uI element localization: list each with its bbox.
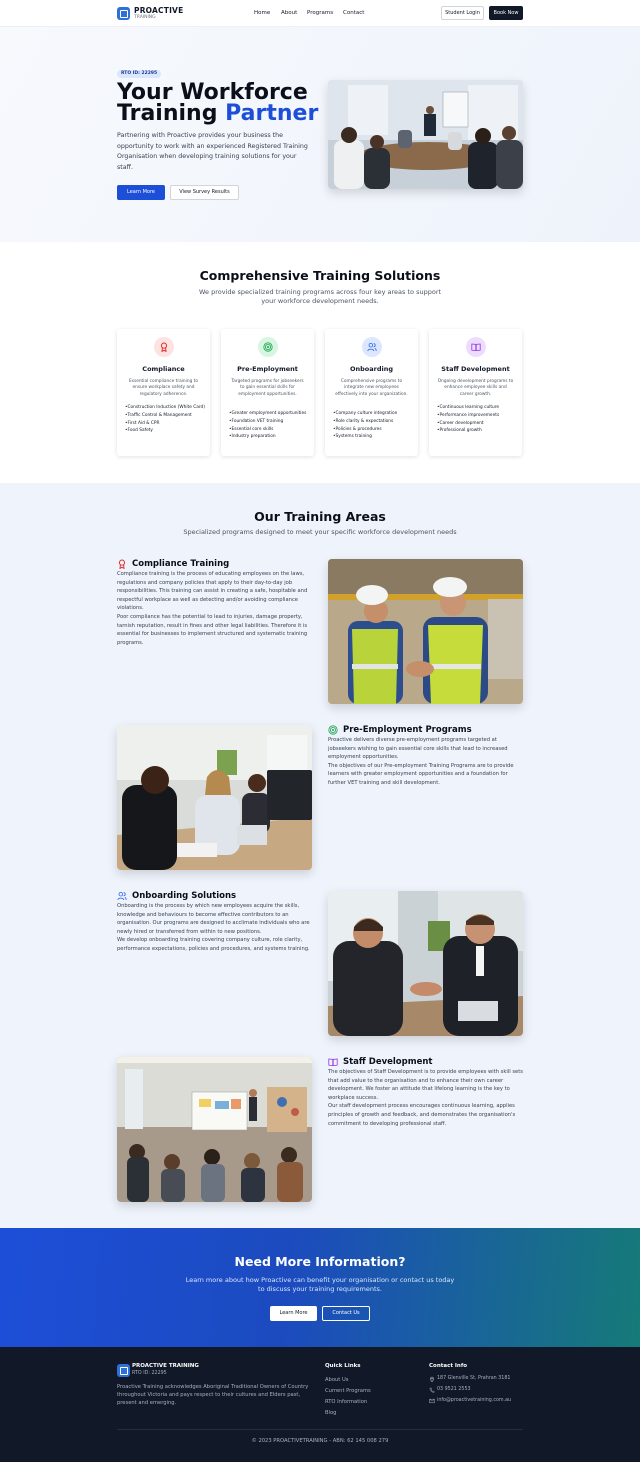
nav-link-programs[interactable]: Programs	[307, 10, 334, 16]
card-list-item: • Foundation VET training	[229, 418, 309, 426]
solutions-subtitle-line2: your workforce development needs.	[261, 297, 379, 305]
rto-badge: RTO ID: 22295	[117, 70, 161, 78]
cta-text-line2: to discuss your training requirements.	[258, 1285, 382, 1293]
hero-title-accent: Partner	[225, 101, 319, 126]
book-icon	[466, 337, 486, 357]
area-text-pre-employment: Proactive delivers diverse pre-employment programs targeted at jobseekers wishing to gain essential core skills that lead to increased employment opportunities. The objectives of our Pre-employment Training Programs are to provide learners with greater employment opportunities and a foundation for further VET training and skill development.	[328, 737, 514, 786]
hero-title-word: Training	[117, 101, 218, 126]
area-title-staff-development: Staff Development	[343, 1057, 433, 1067]
cta-text-line1: Learn more about how Proactive can benefit your organisation or contact us today	[185, 1276, 455, 1284]
quick-links-title: Quick Links	[325, 1363, 361, 1369]
phone-icon	[429, 1387, 435, 1393]
solutions-subtitle-line1: We provide specialized training programs across four key areas to support	[198, 288, 442, 296]
book-now-button[interactable]: Book Now	[489, 6, 523, 20]
hero-title-line1: Your Workforce	[117, 80, 308, 105]
footer-copyright: © 2023 PROACTIVETRAINING - ABN: 62 145 008 279	[251, 1438, 389, 1444]
logo-icon[interactable]	[117, 7, 130, 20]
award-icon	[117, 559, 127, 569]
map-pin-icon	[429, 1376, 435, 1382]
card-list-item: • Industry preparation	[229, 433, 309, 441]
view-survey-button[interactable]: View Survey Results	[170, 185, 239, 200]
card-staff-development	[429, 329, 522, 456]
card-list-item: • Essential core skills	[229, 426, 309, 434]
card-desc: Ongoing development programs to enhance employee skills and career growth.	[437, 379, 514, 397]
cta-learn-more-button[interactable]: Learn More	[270, 1306, 317, 1321]
footer-rto: RTO ID: 22295	[132, 1371, 167, 1376]
card-list-item: • Performance improvements	[437, 412, 517, 420]
card-desc: Comprehensive programs to integrate new employees effectively into your organization.	[335, 379, 408, 397]
area-text-onboarding: Onboarding is the process by which new employees acquire the skills, knowledge and behaviours to become effective contributors to an organisation. Our programs are designed to acclimate individuals who are newly hired or transferred from within to new positions. We develop onboarding training covering company culture, role clarity, performance expectations, policies and procedures, and systems training.	[117, 903, 310, 952]
area-title-pre-employment: Pre-Employment Programs	[343, 725, 472, 735]
card-compliance	[117, 329, 210, 456]
users-icon	[117, 891, 127, 901]
card-pre-employment	[221, 329, 314, 456]
card-list-item: • Systems training	[333, 433, 413, 441]
hero-title-line2	[117, 103, 318, 125]
card-list-item: • Role clarity & expectations	[333, 418, 413, 426]
hero-meeting-photo	[328, 80, 523, 189]
card-desc: Essential compliance training to ensure workplace safety and regulatory adherence.	[129, 379, 198, 397]
staff-development-photo	[117, 1057, 312, 1202]
card-list	[125, 404, 205, 435]
footer-email[interactable]: info@proactivetraining.com.au	[437, 1398, 512, 1403]
hero-section	[0, 27, 640, 242]
hero-learn-more-button[interactable]: Learn More	[117, 185, 165, 200]
brand-sub: TRAINING	[134, 15, 156, 20]
footer-phone[interactable]: 03 9521 2553	[437, 1387, 471, 1392]
areas-title: Our Training Areas	[254, 509, 386, 524]
footer-divider	[117, 1429, 523, 1430]
footer-link-rto[interactable]: RTO Information	[325, 1399, 368, 1405]
compliance-photo	[328, 559, 523, 704]
card-title: Pre-Employment	[237, 365, 298, 373]
footer-acknowledgement: Proactive Training acknowledges Aboriginal Traditional Owners of Country throughout Victoria and pays respect to their cultures and Elders past, present and emerging.	[117, 1384, 309, 1407]
hero-description: Partnering with Proactive provides your business the opportunity to work with an experienced Registered Training Organisation when developing training solutions for your staff.	[117, 132, 308, 171]
mail-icon	[429, 1398, 435, 1404]
footer	[0, 1347, 640, 1462]
contact-info-title: Contact Info	[429, 1363, 468, 1369]
card-list-item: • Greater employment opportunities	[229, 410, 309, 418]
award-icon	[154, 337, 174, 357]
target-icon	[258, 337, 278, 357]
card-list-item: • Career development	[437, 420, 517, 428]
area-title-onboarding: Onboarding Solutions	[132, 891, 237, 901]
footer-address: 187 Glenville St, Prahran 3181	[437, 1376, 511, 1381]
card-list-item: • Company culture integration	[333, 410, 413, 418]
nav-link-contact[interactable]: Contact	[343, 10, 365, 16]
card-desc: Targeted programs for jobseekers to gain essential skills for employment opportunities.	[231, 379, 304, 397]
nav-link-home[interactable]: Home	[254, 10, 271, 16]
onboarding-photo	[328, 891, 523, 1036]
card-list-item: • Policies & procedures	[333, 426, 413, 434]
card-onboarding	[325, 329, 418, 456]
solutions-title: Comprehensive Training Solutions	[199, 268, 441, 283]
card-title: Onboarding	[349, 365, 394, 373]
area-text-staff-development: The objectives of Staff Development is to provide employees with skill sets that add value to the organisation and to enhance their own career development. We foster an attitude that lifelong learning is the key to workplace success. Our staff development process encourages continuous learning, applies principles of growth and feedback, and demonstrates the organisation's commitment to developing professional staff.	[328, 1069, 523, 1127]
footer-link-programs[interactable]: Current Programs	[325, 1388, 371, 1394]
footer-logo-icon[interactable]	[117, 1364, 130, 1377]
card-list	[437, 404, 517, 435]
footer-link-blog[interactable]: Blog	[325, 1410, 337, 1416]
card-list-item: • Food Safety	[125, 427, 205, 435]
card-list	[333, 410, 413, 441]
area-title-compliance: Compliance Training	[132, 559, 230, 569]
student-login-button[interactable]: Student Login	[441, 6, 484, 20]
area-text-compliance: Compliance training is the process of educating employees on the laws, regulations and company policies that apply to their day-to-day job responsibilities. This training can assist in creating a safe, hospitable and respectful workplace as well as detecting and/or avoiding compliance violations. Poor compliance has the potential to lead to injuries, damage property, tarnish reputation, result in fines and other legal liabilities. Therefore it is essential for businesses to implement structured and systematic training programs.	[117, 571, 308, 646]
top-nav	[0, 0, 640, 27]
brand-name[interactable]: PROACTIVE	[134, 6, 184, 15]
cta-contact-button[interactable]: Contact Us	[322, 1306, 370, 1321]
nav-link-about[interactable]: About	[281, 10, 298, 16]
card-list	[229, 410, 309, 441]
training-areas-section	[0, 483, 640, 1228]
cta-title: Need More Information?	[234, 1254, 406, 1269]
card-list-item: • First Aid & CPR	[125, 420, 205, 428]
card-list-item: • Construction Induction (White Card)	[125, 404, 205, 412]
footer-brand: PROACTIVE TRAINING	[132, 1363, 199, 1369]
pre-employment-photo	[117, 725, 312, 870]
card-list-item: • Continuous learning culture	[437, 404, 517, 412]
users-icon	[362, 337, 382, 357]
areas-subtitle: Specialized programs designed to meet your specific workforce development needs	[183, 528, 457, 536]
footer-link-about[interactable]: About Us	[325, 1377, 349, 1383]
card-list-item: • Traffic Control & Management	[125, 412, 205, 420]
card-title: Staff Development	[441, 365, 510, 373]
card-title: Compliance	[142, 365, 185, 373]
book-icon	[328, 1057, 338, 1067]
target-icon	[328, 725, 338, 735]
card-list-item: • Professional growth	[437, 427, 517, 435]
